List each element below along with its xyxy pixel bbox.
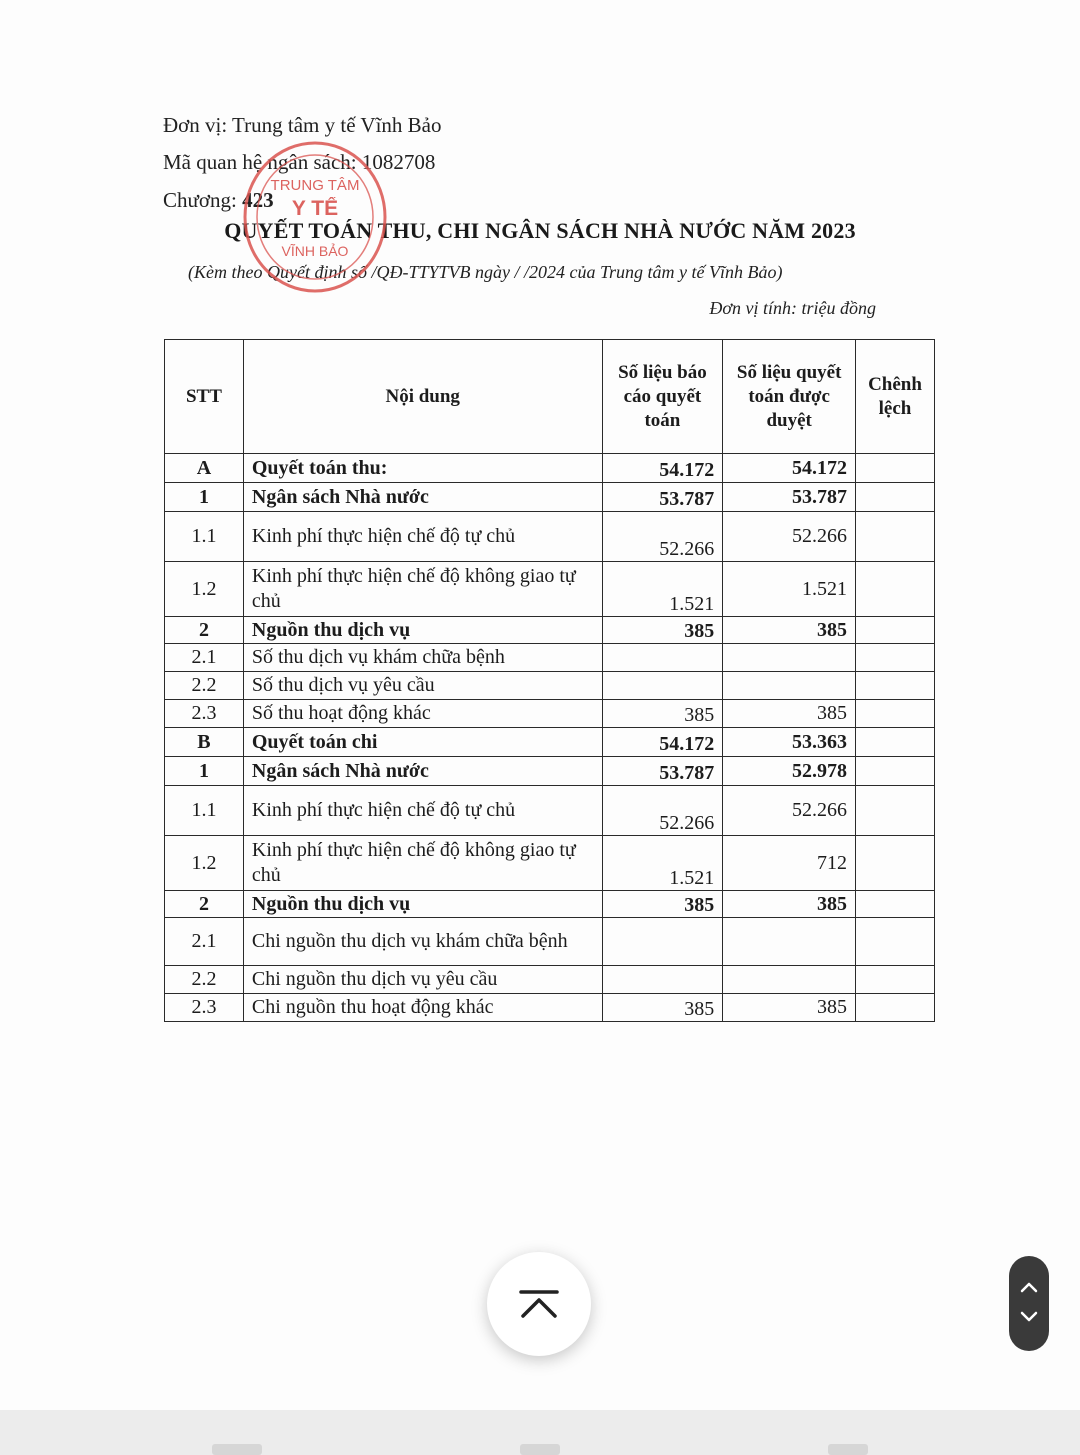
cell-content: Chi nguồn thu hoạt động khác (243, 994, 602, 1022)
cell-reported (602, 672, 723, 700)
cell-difference (856, 512, 935, 562)
bottom-bar-item (828, 1444, 868, 1455)
cell-reported: 52.266 (602, 512, 723, 562)
bottom-bar-item (212, 1444, 262, 1455)
chapter-label: Chương: (163, 188, 237, 212)
cell-stt: 2.1 (165, 644, 244, 672)
header-approved: Số liệu quyết toán được duyệt (723, 340, 856, 454)
cell-difference (856, 918, 935, 966)
cell-approved: 385 (723, 700, 856, 728)
budget-code: Mã quan hệ ngân sách: 1082708 (163, 150, 436, 174)
table-row (165, 617, 935, 644)
cell-difference (856, 994, 935, 1022)
cell-stt: 1 (165, 757, 244, 786)
stamp-text-bottom: VĨNH BẢO (281, 243, 349, 259)
cell-stt: 2.3 (165, 994, 244, 1022)
cell-approved: 53.363 (723, 728, 856, 757)
cell-reported: 54.172 (602, 728, 723, 757)
table-row (165, 786, 935, 836)
page-up-button[interactable] (1020, 1280, 1038, 1298)
table-row (165, 483, 935, 512)
cell-difference (856, 483, 935, 512)
chapter-value: 423 (242, 188, 274, 212)
table-header-row (165, 340, 935, 454)
cell-stt: 2.2 (165, 966, 244, 994)
table-row (165, 512, 935, 562)
cell-content: Số thu dịch vụ yêu cầu (243, 672, 602, 700)
cell-approved: 385 (723, 891, 856, 918)
cell-difference (856, 786, 935, 836)
cell-reported: 53.787 (602, 483, 723, 512)
cell-content: Kinh phí thực hiện chế độ tự chủ (243, 512, 602, 562)
stamp-text-mid: Y TẾ (291, 197, 339, 220)
cell-stt: 1.1 (165, 786, 244, 836)
chevron-down-icon (1020, 1311, 1038, 1323)
cell-reported: 385 (602, 617, 723, 644)
cell-stt: 2 (165, 891, 244, 918)
table-row (165, 700, 935, 728)
cell-approved (723, 672, 856, 700)
cell-stt: 1 (165, 483, 244, 512)
cell-difference (856, 700, 935, 728)
cell-difference (856, 966, 935, 994)
cell-approved: 54.172 (723, 454, 856, 483)
document-title: QUYẾT TOÁN THU, CHI NGÂN SÁCH NHÀ NƯỚC NĂM 2023 (224, 218, 856, 243)
table-row (165, 672, 935, 700)
cell-stt: A (165, 454, 244, 483)
cell-approved: 53.787 (723, 483, 856, 512)
cell-reported (602, 644, 723, 672)
header-reported: Số liệu báo cáo quyết toán (602, 340, 723, 454)
document-subtitle: (Kèm theo Quyết định số /QĐ-TTYTVB ngày / /2024 của Trung tâm y tế Vĩnh Bảo) (188, 262, 783, 282)
cell-approved: 712 (723, 836, 856, 891)
table-row (165, 728, 935, 757)
cell-difference (856, 757, 935, 786)
cell-stt: 2.3 (165, 700, 244, 728)
scroll-to-top-icon (519, 1289, 559, 1319)
cell-approved (723, 918, 856, 966)
header-stt: STT (165, 340, 244, 454)
bottom-bar-item (520, 1444, 560, 1455)
cell-difference (856, 672, 935, 700)
table-row (165, 757, 935, 786)
cell-approved (723, 644, 856, 672)
cell-difference (856, 454, 935, 483)
cell-approved: 52.266 (723, 512, 856, 562)
cell-approved: 52.266 (723, 786, 856, 836)
cell-content: Nguồn thu dịch vụ (243, 617, 602, 644)
cell-stt: 2.2 (165, 672, 244, 700)
cell-difference (856, 836, 935, 891)
table-row (165, 454, 935, 483)
cell-approved: 52.978 (723, 757, 856, 786)
cell-approved: 385 (723, 994, 856, 1022)
cell-reported: 385 (602, 994, 723, 1022)
table-row (165, 644, 935, 672)
cell-content: Kinh phí thực hiện chế độ không giao tự chủ (243, 836, 602, 891)
unit-note: Đơn vị tính: triệu đồng (709, 298, 876, 318)
cell-content: Quyết toán thu: (243, 454, 602, 483)
cell-content: Chi nguồn thu dịch vụ yêu cầu (243, 966, 602, 994)
cell-reported: 385 (602, 700, 723, 728)
cell-content: Chi nguồn thu dịch vụ khám chữa bệnh (243, 918, 602, 966)
cell-content: Số thu hoạt động khác (243, 700, 602, 728)
cell-content: Nguồn thu dịch vụ (243, 891, 602, 918)
cell-reported: 53.787 (602, 757, 723, 786)
cell-content: Ngân sách Nhà nước (243, 483, 602, 512)
cell-stt: 1.1 (165, 512, 244, 562)
cell-stt: 2 (165, 617, 244, 644)
cell-difference (856, 728, 935, 757)
cell-approved: 385 (723, 617, 856, 644)
cell-reported: 54.172 (602, 454, 723, 483)
table-row (165, 994, 935, 1022)
table-row (165, 891, 935, 918)
page-navigator (1009, 1256, 1049, 1351)
cell-stt: 1.2 (165, 562, 244, 617)
cell-content: Kinh phí thực hiện chế độ tự chủ (243, 786, 602, 836)
cell-reported: 1.521 (602, 836, 723, 891)
cell-content: Số thu dịch vụ khám chữa bệnh (243, 644, 602, 672)
cell-difference (856, 562, 935, 617)
header-difference: Chênh lệch (856, 340, 935, 454)
cell-reported: 52.266 (602, 786, 723, 836)
cell-difference (856, 891, 935, 918)
cell-reported (602, 918, 723, 966)
cell-difference (856, 617, 935, 644)
cell-content: Ngân sách Nhà nước (243, 757, 602, 786)
cell-reported (602, 966, 723, 994)
cell-reported: 385 (602, 891, 723, 918)
unit-name: Đơn vị: Trung tâm y tế Vĩnh Bảo (163, 113, 442, 137)
chevron-up-icon (1020, 1281, 1038, 1293)
stamp-text-top: TRUNG TÂM (270, 177, 360, 194)
red-seal-stamp (240, 138, 390, 296)
page-down-button[interactable] (1020, 1310, 1038, 1328)
table-row (165, 562, 935, 617)
scroll-to-top-button[interactable] (487, 1252, 591, 1356)
table-row (165, 918, 935, 966)
table-row (165, 836, 935, 891)
cell-reported: 1.521 (602, 562, 723, 617)
bottom-bar (0, 1410, 1080, 1455)
cell-approved: 1.521 (723, 562, 856, 617)
cell-difference (856, 644, 935, 672)
cell-stt: B (165, 728, 244, 757)
table-row (165, 966, 935, 994)
cell-content: Quyết toán chi (243, 728, 602, 757)
budget-table (164, 339, 935, 1022)
header-content: Nội dung (243, 340, 602, 454)
cell-approved (723, 966, 856, 994)
cell-stt: 1.2 (165, 836, 244, 891)
cell-stt: 2.1 (165, 918, 244, 966)
cell-content: Kinh phí thực hiện chế độ không giao tự chủ (243, 562, 602, 617)
